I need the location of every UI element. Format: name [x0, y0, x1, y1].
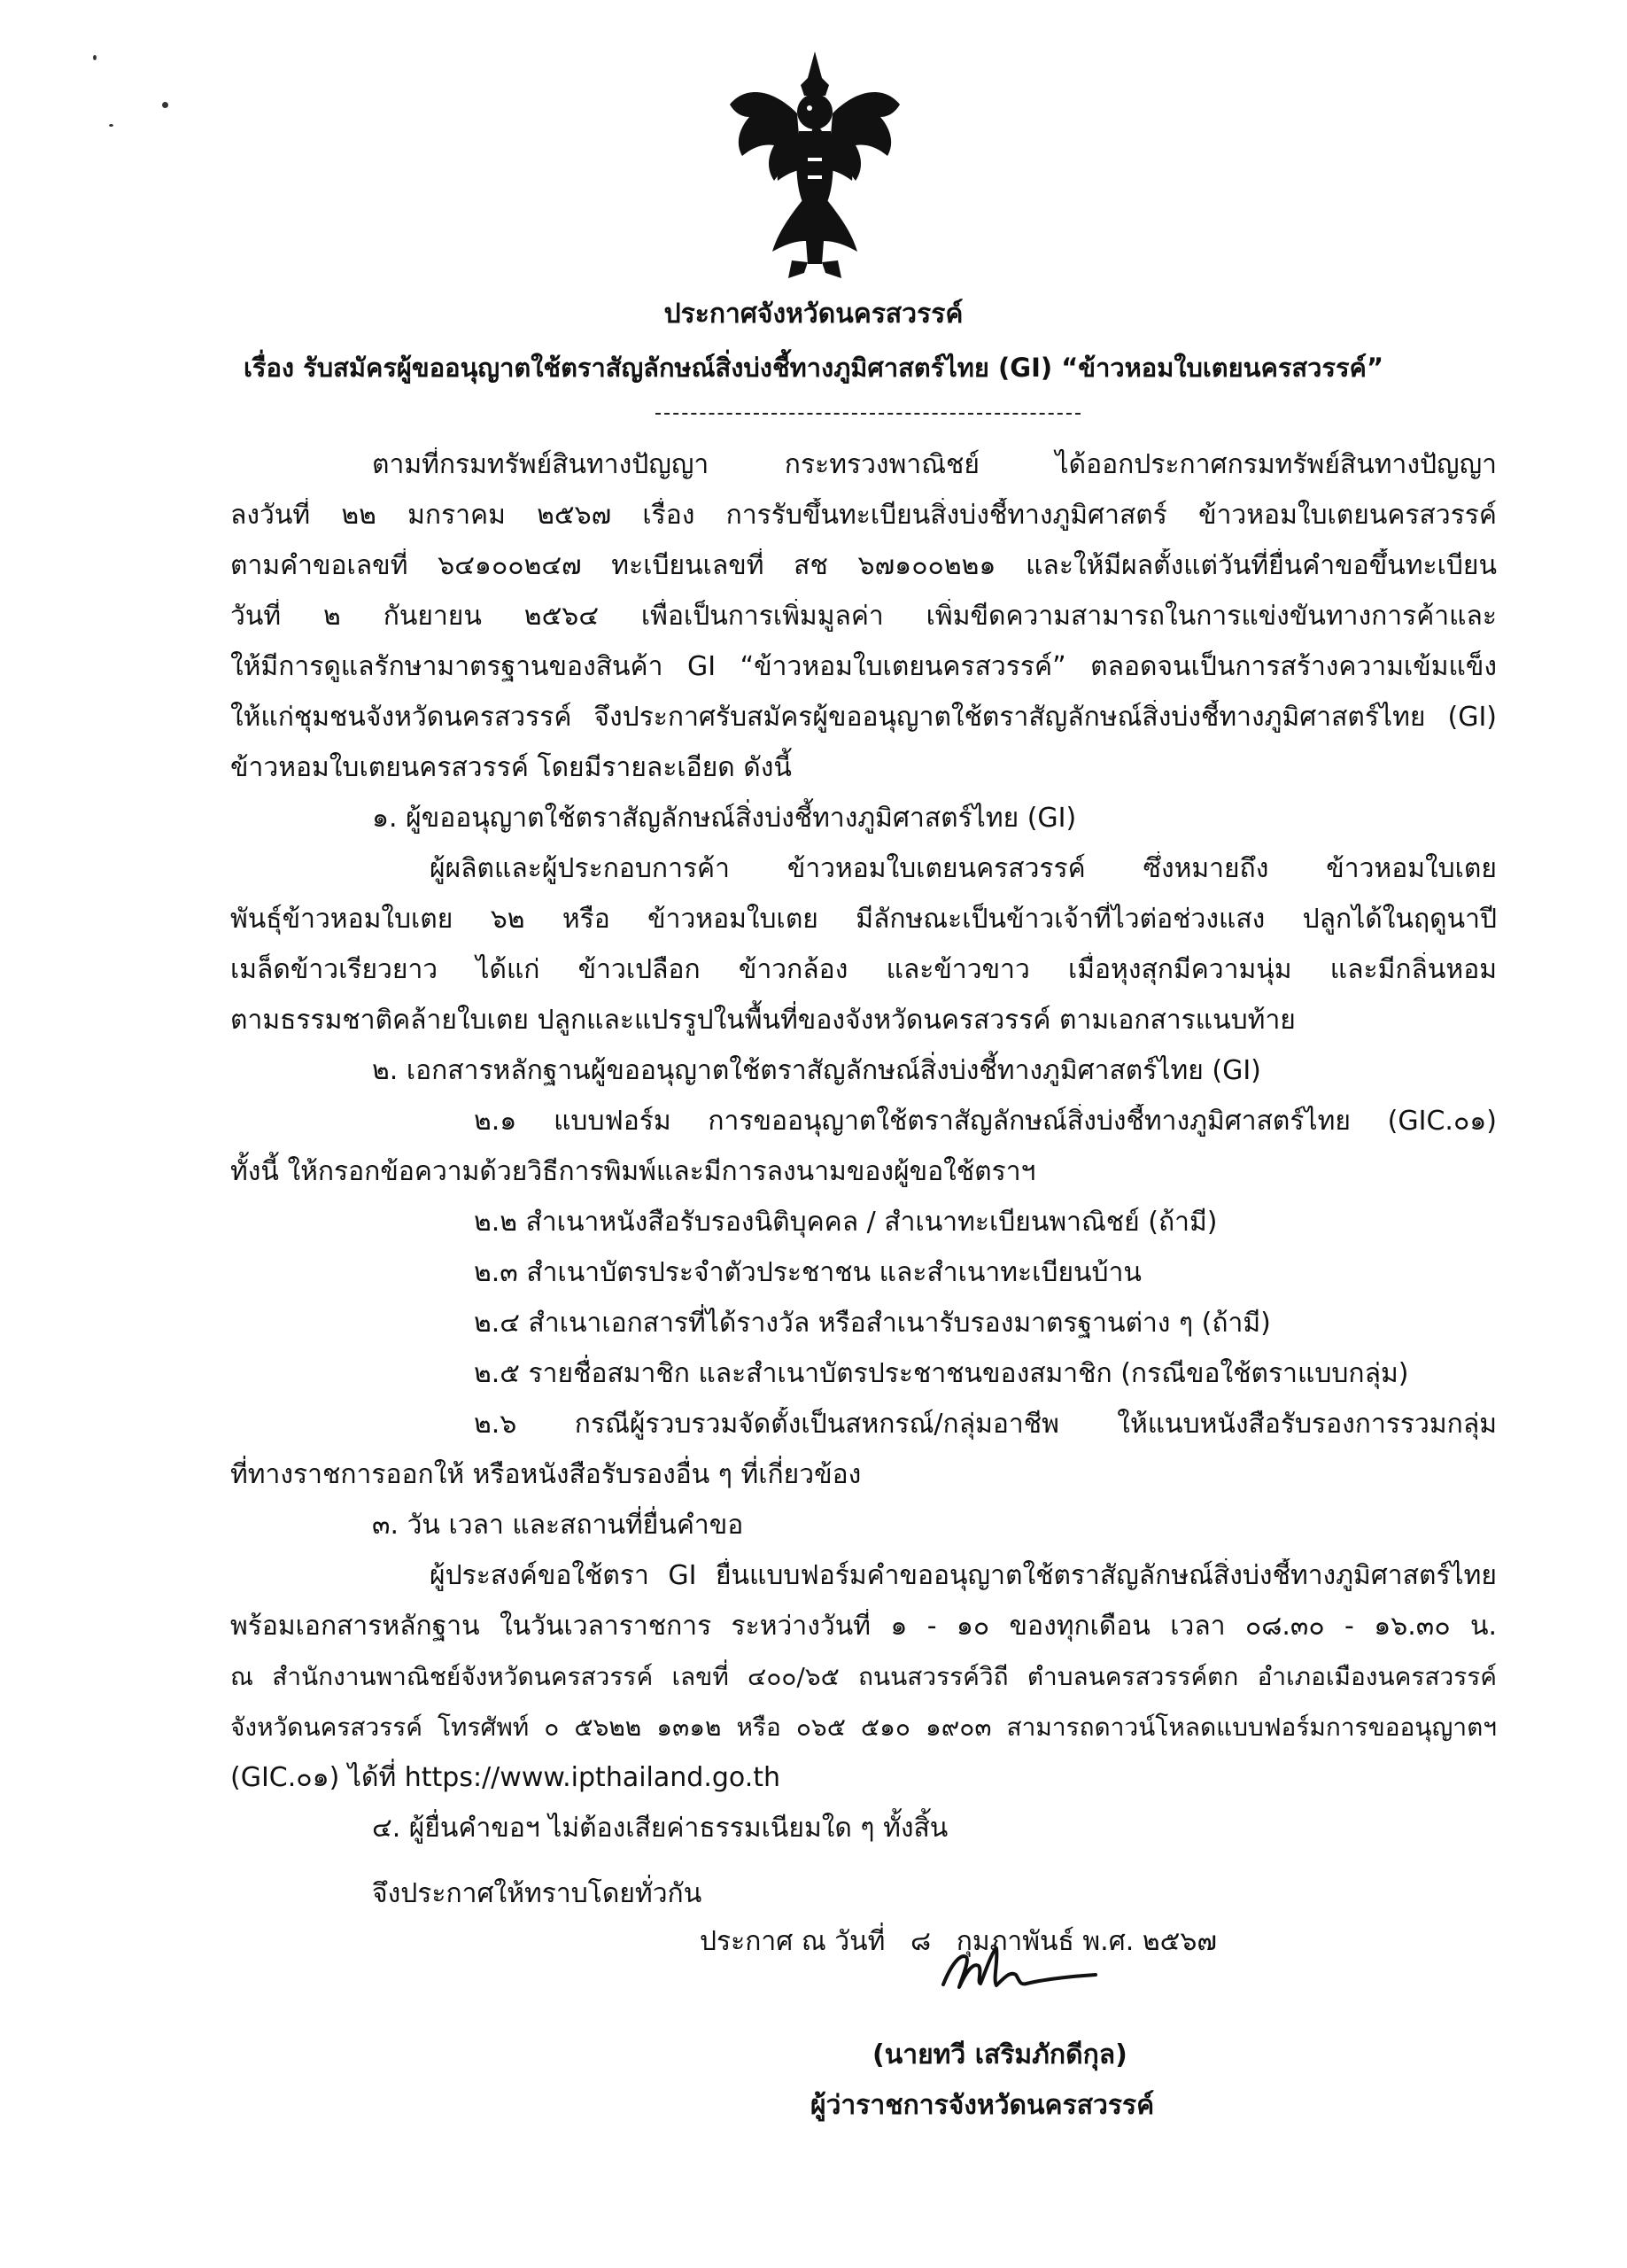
section-2-item: ๒.๓ สำเนาบัตรประจำตัวประชาชน และสำเนาทะเบียนบ้าน: [474, 1257, 1142, 1288]
scan-speck: [162, 102, 168, 108]
scan-speck: [109, 124, 113, 127]
garuda-emblem-icon: [726, 51, 903, 282]
section-3-line: (GIC.๐๑) ได้ที่ https://www.ipthailand.go.th: [230, 1762, 781, 1793]
intro-line: วันที่ ๒ กันยายน ๒๕๖๔ เพื่อเป็นการเพิ่มมูลค่า เพิ่มขีดความสามารถในการแข่งขันทางการค้าและ: [230, 601, 1497, 632]
section-3-line: พร้อมเอกสารหลักฐาน ในวันเวลาราชการ ระหว่างวันที่ ๑ - ๑๐ ของทุกเดือน เวลา ๐๘.๓๐ - ๑๖.๓๐ น.: [230, 1611, 1497, 1642]
closing-text: จึงประกาศให้ทราบโดยทั่วกัน: [372, 1878, 702, 1909]
intro-line: ให้แก่ชุมชนจังหวัดนครสวรรค์ จึงประกาศรับสมัครผู้ขออนุญาตใช้ตราสัญลักษณ์สิ่งบ่งชี้ทางภูมิศาสตร์ไทย (GI): [230, 702, 1497, 733]
announcement-date: ประกาศ ณ วันที่ ๘ กุมภาพันธ์ พ.ศ. ๒๕๖๗: [700, 1926, 1217, 1957]
subject-line: เรื่อง รับสมัครผู้ขออนุญาตใช้ตราสัญลักษณ์สิ่งบ่งชี้ทางภูมิศาสตร์ไทย (GI) “ข้าวหอมใบเตยนครสวรรค์”: [243, 353, 1384, 383]
section-2-item: ๒.๖ กรณีผู้รวบรวมจัดตั้งเป็นสหกรณ์/กลุ่มอาชีพ ให้แนบหนังสือรับรองการรวมกลุ่ม: [474, 1409, 1497, 1440]
section-2-item: ๒.๕ รายชื่อสมาชิก และสำเนาบัตรประชาชนของสมาชิก (กรณีขอใช้ตราแบบกลุ่ม): [474, 1358, 1409, 1389]
signature-icon: [934, 1936, 1103, 1998]
signatory-position: ผู้ว่าราชการจังหวัดนครสวรรค์: [810, 2090, 1155, 2121]
section-4-heading: ๔. ผู้ยื่นคำขอฯ ไม่ต้องเสียค่าธรรมเนียมใด ๆ ทั้งสิ้น: [372, 1813, 949, 1844]
section-3-line: จังหวัดนครสวรรค์ โทรศัพท์ ๐ ๕๖๒๒ ๑๓๑๒ หรือ ๐๖๕ ๕๑๐ ๑๙๐๓ สามารถดาวน์โหลดแบบฟอร์มการขออนุญาตฯ: [230, 1713, 1497, 1742]
divider: [655, 413, 1081, 415]
section-1-heading: ๑. ผู้ขออนุญาตใช้ตราสัญลักษณ์สิ่งบ่งชี้ทางภูมิศาสตร์ไทย (GI): [372, 803, 1077, 834]
signatory-name: (นายทวี เสริมภักดีกุล): [872, 2039, 1127, 2070]
section-2-item: ๒.๒ สำเนาหนังสือรับรองนิติบุคคล / สำเนาทะเบียนพาณิชย์ (ถ้ามี): [474, 1207, 1218, 1238]
intro-line: ลงวันที่ ๒๒ มกราคม ๒๕๖๗ เรื่อง การรับขึ้นทะเบียนสิ่งบ่งชี้ทางภูมิศาสตร์ ข้าวหอมใบเตยนครสวรรค์: [230, 500, 1497, 531]
section-1-line: ผู้ผลิตและผู้ประกอบการค้า ข้าวหอมใบเตยนครสวรรค์ ซึ่งหมายถึง ข้าวหอมใบเตย: [430, 853, 1497, 884]
section-2-item: ๒.๔ สำเนาเอกสารที่ได้รางวัล หรือสำเนารับรองมาตรฐานต่าง ๆ (ถ้ามี): [474, 1308, 1271, 1339]
section-3-line: ผู้ประสงค์ขอใช้ตรา GI ยื่นแบบฟอร์มคำขออนุญาตใช้ตราสัญลักษณ์สิ่งบ่งชี้ทางภูมิศาสตร์ไทย: [430, 1560, 1497, 1591]
intro-line: ให้มีการดูแลรักษามาตรฐานของสินค้า GI “ข้าวหอมใบเตยนครสวรรค์” ตลอดจนเป็นการสร้างความเข้มแข็ง: [230, 651, 1497, 682]
section-2-item: ๒.๑ แบบฟอร์ม การขออนุญาตใช้ตราสัญลักษณ์สิ่งบ่งชี้ทางภูมิศาสตร์ไทย (GIC.๐๑): [474, 1106, 1497, 1137]
intro-line: ตามคำขอเลขที่ ๖๔๑๐๐๒๔๗ ทะเบียนเลขที่ สช ๖๗๑๐๐๒๒๑ และให้มีผลตั้งแต่วันที่ยื่นคำขอขึ้นทะเบียน: [230, 550, 1497, 581]
section-1-line: เมล็ดข้าวเรียวยาว ได้แก่ ข้าวเปลือก ข้าวกล้อง และข้าวขาว เมื่อหุงสุกมีความนุ่ม และมีกลิ่นหอม: [230, 954, 1497, 985]
intro-line: ตามที่กรมทรัพย์สินทางปัญญา กระทรวงพาณิชย์ ได้ออกประกาศกรมทรัพย์สินทางปัญญา: [372, 449, 1497, 480]
section-2-item: ทั้งนี้ ให้กรอกข้อความด้วยวิธีการพิมพ์และมีการลงนามของผู้ขอใช้ตราฯ: [230, 1156, 1036, 1187]
page-title: ประกาศจังหวัดนครสวรรค์: [663, 299, 964, 330]
section-1-line: ตามธรรมชาติคล้ายใบเตย ปลูกและแปรรูปในพื้นที่ของจังหวัดนครสวรรค์ ตามเอกสารแนบท้าย: [230, 1005, 1296, 1036]
intro-line: ข้าวหอมใบเตยนครสวรรค์ โดยมีรายละเอียด ดังนี้: [230, 752, 792, 783]
section-3-heading: ๓. วัน เวลา และสถานที่ยื่นคำขอ: [372, 1510, 744, 1541]
section-3-line: ณ สำนักงานพาณิชย์จังหวัดนครสวรรค์ เลขที่ ๔๐๐/๖๕ ถนนสวรรค์วิถี ตำบลนครสวรรค์ตก อำเภอเมืองนครสวรรค์: [230, 1662, 1497, 1691]
section-2-heading: ๒. เอกสารหลักฐานผู้ขออนุญาตใช้ตราสัญลักษณ์สิ่งบ่งชี้ทางภูมิศาสตร์ไทย (GI): [372, 1055, 1261, 1086]
section-1-line: พันธุ์ข้าวหอมใบเตย ๖๒ หรือ ข้าวหอมใบเตย มีลักษณะเป็นข้าวเจ้าที่ไวต่อช่วงแสง ปลูกได้ในฤดูนาปี: [230, 904, 1497, 935]
scan-speck: [93, 55, 97, 60]
section-2-item: ที่ทางราชการออกให้ หรือหนังสือรับรองอื่น ๆ ที่เกี่ยวข้อง: [230, 1459, 862, 1490]
